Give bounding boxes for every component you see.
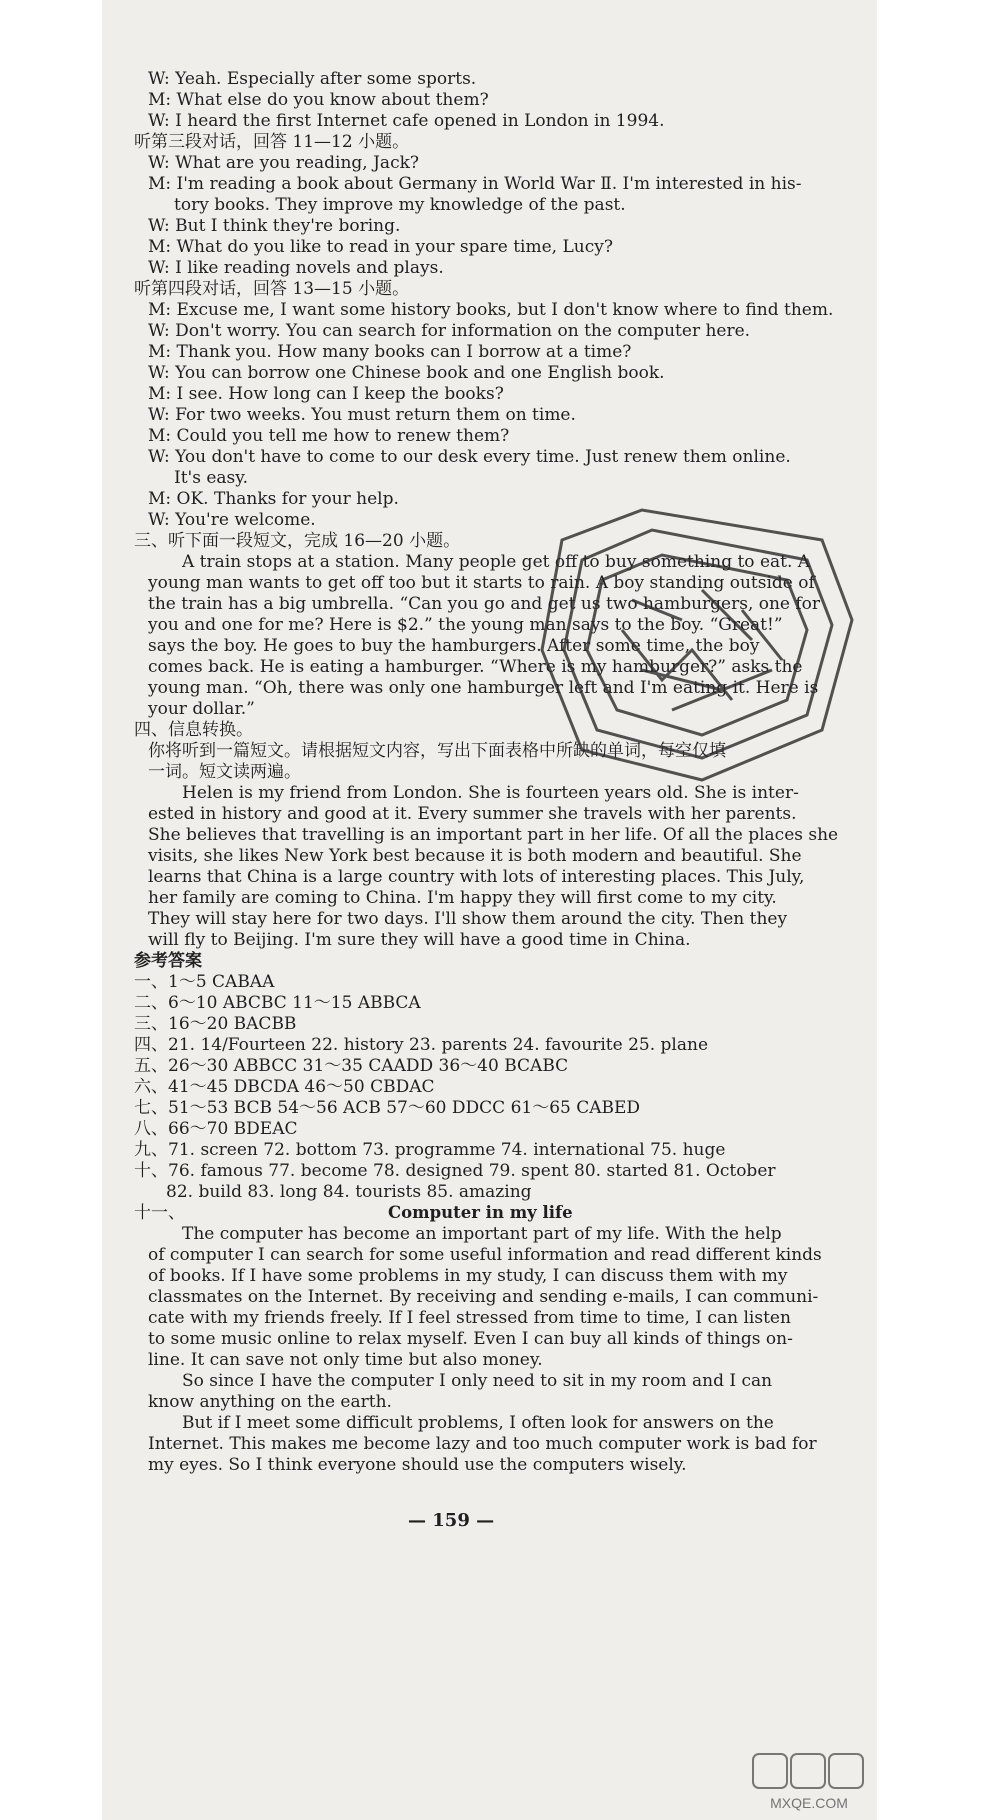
- text-line: They will stay here for two days. I'll show them around the city. Then they: [148, 909, 788, 929]
- answer-line: 九、71. screen 72. bottom 73. programme 74. international 75. huge: [134, 1140, 726, 1160]
- text-line: W: You can borrow one Chinese book and one English book.: [148, 363, 665, 383]
- answer-line: 82. build 83. long 84. tourists 85. amazing: [166, 1182, 532, 1202]
- answer-line: 十、76. famous 77. become 78. designed 79. spent 80. started 81. October: [134, 1161, 776, 1181]
- answer-line: 一、1～5 CABAA: [134, 972, 275, 992]
- text-line: you and one for me? Here is $2.” the young man says to the boy. “Great!”: [148, 615, 783, 635]
- text-line: M: I'm reading a book about Germany in World War Ⅱ. I'm interested in his-: [148, 174, 802, 194]
- text-line: learns that China is a large country with lots of interesting places. This July,: [148, 867, 805, 887]
- text-line: She believes that travelling is an important part in her life. Of all the places she: [148, 825, 839, 845]
- text-line: A train stops at a station. Many people get off to buy something to eat. A: [182, 552, 811, 572]
- text-line: 你将听到一篇短文。请根据短文内容，写出下面表格中所缺的单词，每空仅填: [148, 741, 726, 761]
- text-line: W: You're welcome.: [148, 510, 316, 530]
- text-line: W: Don't worry. You can search for information on the computer here.: [148, 321, 751, 341]
- text-line: It's easy.: [174, 468, 249, 488]
- answer-line: 六、41～45 DBCDA 46～50 CBDAC: [134, 1077, 435, 1097]
- answer-line: 七、51～53 BCB 54～56 ACB 57～60 DDCC 61～65 CABED: [134, 1098, 641, 1118]
- text-line: W: You don't have to come to our desk every time. Just renew them online.: [148, 447, 791, 467]
- text-line: M: What do you like to read in your spare time, Lucy?: [148, 237, 613, 257]
- text-line: says the boy. He goes to buy the hamburgers. After some time, the boy: [148, 636, 760, 656]
- section-heading: 听第四段对话，回答 13—15 小题。: [134, 279, 410, 299]
- answer-line: 四、21. 14/Fourteen 22. history 23. parents 24. favourite 25. plane: [134, 1035, 708, 1055]
- text-line: M: Could you tell me how to renew them?: [148, 426, 510, 446]
- text-line: W: But I think they're boring.: [148, 216, 401, 236]
- essay-line: of books. If I have some problems in my study, I can discuss them with my: [148, 1266, 788, 1286]
- text-line: 一词。短文读两遍。: [148, 762, 301, 782]
- text-line: your dollar.”: [148, 699, 255, 719]
- essay-label: 十一、: [134, 1203, 185, 1223]
- text-line: Helen is my friend from London. She is fourteen years old. She is inter-: [182, 783, 799, 803]
- text-line: W: For two weeks. You must return them on time.: [148, 405, 576, 425]
- text-line: the train has a big umbrella. “Can you go and get us two hamburgers, one for: [148, 594, 821, 614]
- answer-line: 五、26～30 ABBCC 31～35 CAADD 36～40 BCABC: [134, 1056, 569, 1076]
- text-line: young man wants to get off too but it starts to rain. A boy standing outside of: [148, 573, 815, 593]
- text-line: ested in history and good at it. Every summer she travels with her parents.: [148, 804, 797, 824]
- text-line: visits, she likes New York best because it is both modern and beautiful. She: [148, 846, 802, 866]
- page-number: — 159 —: [408, 1510, 495, 1531]
- text-line: W: I like reading novels and plays.: [148, 258, 444, 278]
- text-line: M: What else do you know about them?: [148, 90, 489, 110]
- essay-line: cate with my friends freely. If I feel stressed from time to time, I can listen: [148, 1308, 791, 1328]
- document-page: [102, 0, 877, 1820]
- essay-line: So since I have the computer I only need to sit in my room and I can: [182, 1371, 773, 1391]
- essay-line: classmates on the Internet. By receiving and sending e-mails, I can communi-: [148, 1287, 819, 1307]
- section-heading: 四、信息转换。: [134, 720, 253, 740]
- stamp-seal-icon: [522, 500, 877, 800]
- svg-text:MXQE.COM: MXQE.COM: [770, 1795, 848, 1811]
- text-line: will fly to Beijing. I'm sure they will have a good time in China.: [148, 930, 691, 950]
- section-heading: 听第三段对话，回答 11—12 小题。: [134, 132, 410, 152]
- answer-key-heading: 参考答案: [134, 951, 202, 971]
- essay-line: line. It can save not only time but also money.: [148, 1350, 543, 1370]
- text-line: young man. “Oh, there was only one hamburger left and I'm eating it. Here is: [148, 678, 819, 698]
- text-line: W: I heard the first Internet cafe opened in London in 1994.: [148, 111, 665, 131]
- essay-line: Internet. This makes me become lazy and too much computer work is bad for: [148, 1434, 817, 1454]
- section-heading: 三、听下面一段短文，完成 16—20 小题。: [134, 531, 461, 551]
- essay-line: The computer has become an important part of my life. With the help: [182, 1224, 782, 1244]
- text-line: M: Excuse me, I want some history books, but I don't know where to find them.: [148, 300, 834, 320]
- text-line: tory books. They improve my knowledge of the past.: [174, 195, 626, 215]
- text-line: comes back. He is eating a hamburger. “Where is my hamburger?” asks the: [148, 657, 803, 677]
- essay-title: Computer in my life: [388, 1203, 573, 1222]
- essay-line: of computer I can search for some useful information and read different kinds: [148, 1245, 822, 1265]
- essay-line: my eyes. So I think everyone should use the computers wisely.: [148, 1455, 687, 1475]
- answer-line: 八、66～70 BDEAC: [134, 1119, 298, 1139]
- essay-line: to some music online to relax myself. Even I can buy all kinds of things on-: [148, 1329, 793, 1349]
- text-line: M: Thank you. How many books can I borrow at a time?: [148, 342, 632, 362]
- essay-line: know anything on the earth.: [148, 1392, 392, 1412]
- text-line: M: OK. Thanks for your help.: [148, 489, 399, 509]
- text-line: W: What are you reading, Jack?: [148, 153, 420, 173]
- text-line: her family are coming to China. I'm happy they will first come to my city.: [148, 888, 777, 908]
- text-line: M: I see. How long can I keep the books?: [148, 384, 504, 404]
- answer-line: 三、16～20 BACBB: [134, 1014, 297, 1034]
- text-line: W: Yeah. Especially after some sports.: [148, 69, 477, 89]
- watermark-logo-icon: [749, 1752, 869, 1814]
- answer-line: 二、6～10 ABCBC 11～15 ABBCA: [134, 993, 421, 1013]
- essay-line: But if I meet some difficult problems, I often look for answers on the: [182, 1413, 774, 1433]
